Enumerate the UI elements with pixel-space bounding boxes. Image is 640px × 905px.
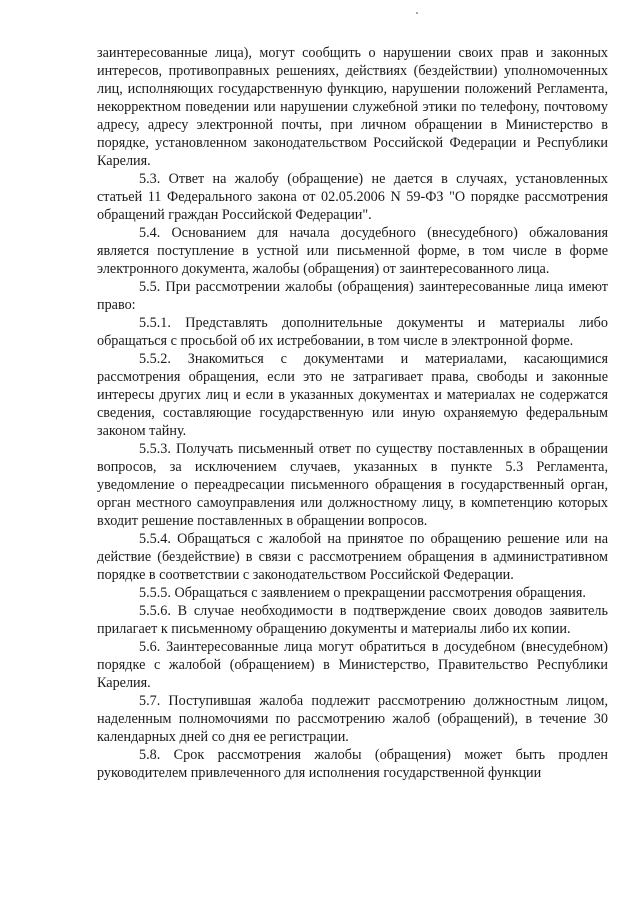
scan-speck bbox=[416, 12, 418, 14]
paragraph-continuation: заинтересованные лица), могут сообщить о нарушении своих прав и законных интересов, противоправных решениях, действиях (бездействии) уполномоченных лиц, исполняющих государственную функцию, нарушении положений Регламента, некорректном поведении или нарушении служебной этики по телефону, почтовому адресу, адресу электронной почты, при личном обращении в Министерство в порядке, установленном законодательством Российской Федерации и Республики Карелия. bbox=[97, 45, 608, 169]
paragraph-5-7: 5.7. Поступившая жалоба подлежит рассмотрению должностным лицом, наделенным полномочиями по рассмотрению жалоб (обращений), в течение 30 календарных дней со дня ее регистрации. bbox=[97, 693, 608, 745]
paragraph-5-5-5: 5.5.5. Обращаться с заявлением о прекращении рассмотрения обращения. bbox=[139, 585, 586, 601]
paragraph-5-5-3: 5.5.3. Получать письменный ответ по существу поставленных в обращении вопросов, за исключением случаев, указанных в пункте 5.3 Регламента, уведомление о переадресации письменного обращения в государственный орган, орган местного самоуправления или должностному лицу, в компетенцию которых входит решение поставленных в обращении вопросов. bbox=[97, 441, 608, 529]
paragraph-5-6: 5.6. Заинтересованные лица могут обратиться в досудебном (внесудебном) порядке с жалобой (обращением) в Министерство, Правительство Республики Карелия. bbox=[97, 639, 608, 691]
paragraph-5-5-6: 5.5.6. В случае необходимости в подтверждение своих доводов заявитель прилагает к письменному обращению документы и материалы либо их копии. bbox=[97, 603, 608, 637]
document-body bbox=[97, 44, 608, 782]
paragraph-5-5: 5.5. При рассмотрении жалобы (обращения) заинтересованные лица имеют право: bbox=[97, 279, 608, 313]
paragraph-5-5-4: 5.5.4. Обращаться с жалобой на принятое по обращению решение или на действие (бездействие) в связи с рассмотрением обращения в административном порядке в соответствии с законодательством Российской Федерации. bbox=[97, 531, 608, 583]
paragraph-5-4: 5.4. Основанием для начала досудебного (внесудебного) обжалования является поступление в устной или письменной форме, в том числе в форме электронного документа, жалобы (обращения) от заинтересованного лица. bbox=[97, 225, 608, 277]
paragraph-5-3: 5.3. Ответ на жалобу (обращение) не дается в случаях, установленных статьей 11 Федерального закона от 02.05.2006 N 59-ФЗ "О порядке рассмотрения обращений граждан Российской Федерации". bbox=[97, 171, 608, 223]
paragraph-5-8: 5.8. Срок рассмотрения жалобы (обращения) может быть продлен руководителем привлеченного для исполнения государственной функции bbox=[97, 747, 608, 781]
paragraph-5-5-2: 5.5.2. Знакомиться с документами и материалами, касающимися рассмотрения обращения, если это не затрагивает права, свободы и законные интересы других лиц и если в указанных документах и материалах не содержатся сведения, составляющие государственную или иную охраняемую федеральным законом тайну. bbox=[97, 351, 608, 439]
paragraph-5-5-1: 5.5.1. Представлять дополнительные документы и материалы либо обращаться с просьбой об их истребовании, в том числе в электронной форме. bbox=[97, 315, 608, 349]
